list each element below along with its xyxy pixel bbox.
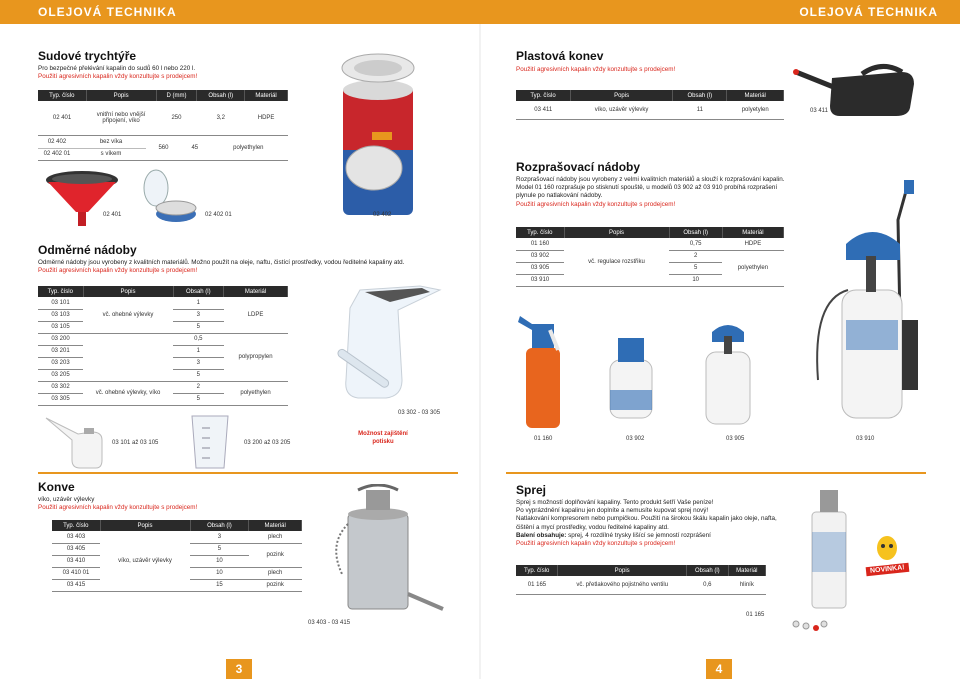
- th: Obsah (l): [686, 565, 728, 576]
- td: 0,75: [669, 238, 722, 250]
- th: Popis: [83, 286, 173, 297]
- td: 10: [190, 567, 249, 579]
- warning-line: Použití agresivních kapalin vždy konzultujte s prodejcem!: [516, 200, 676, 208]
- pack-text: sprej, 4 rozdílné trysky lišící se jemností rozprášení: [566, 531, 711, 539]
- desc-line: Rozprašovací nádoby jsou vyrobeny z velmi kvalitních materiálů a slouží k rozprašování kapalin.: [516, 176, 785, 183]
- page-number-right: 4: [706, 659, 732, 679]
- th: Typ. číslo: [38, 286, 83, 297]
- td: 3: [173, 309, 224, 321]
- th: Materiál: [722, 227, 783, 238]
- desc-line: Natlakování kompresorem nebo pumpičkou. Použití na širokou škálu kapalin jako oleje, nafta, čištění a mycí prostředky, vodou ředitelné kapaliny atd.: [516, 515, 777, 531]
- th: Materiál: [224, 286, 288, 297]
- table-row: [38, 297, 288, 309]
- td: 03 105: [38, 321, 83, 333]
- th: Popis: [571, 90, 673, 101]
- td: 03 410: [52, 555, 100, 567]
- td: 5: [669, 262, 722, 274]
- caption-0240201: 02 402 01: [205, 212, 232, 218]
- print-note: Možnost zajištění potisku: [358, 431, 408, 445]
- td: 250: [156, 101, 197, 135]
- th: Materiál: [727, 90, 784, 101]
- td: vč. ohebné výlevky, víko: [83, 381, 173, 405]
- section-title-rozprasovaci: Rozprašovací nádoby: [516, 160, 641, 174]
- table-sudove: [38, 90, 288, 136]
- table-row: [516, 101, 784, 119]
- td: 0,6: [686, 576, 728, 594]
- desc-line: Po vyprázdnění kapalinu jen doplníte a nemusíte kupovat sprej nový!: [516, 507, 709, 515]
- nozzles-image: [790, 614, 830, 634]
- td: 03 200: [38, 333, 83, 345]
- header-title-right: OLEJOVÁ TECHNIKA: [799, 5, 938, 19]
- th: Typ. číslo: [516, 227, 564, 238]
- td: polypropylen: [224, 333, 288, 381]
- caption-03411: 03 411: [810, 108, 828, 114]
- section-desc-sprej: [516, 499, 786, 548]
- td: bez víka: [76, 136, 146, 148]
- table-row: [516, 576, 766, 594]
- td: plech: [249, 531, 302, 543]
- td: 3: [173, 357, 224, 369]
- caption-03302: 03 302 - 03 305: [398, 410, 441, 416]
- funnel-lid-image: [140, 168, 200, 228]
- section-rule: [506, 472, 926, 474]
- td: 03 101: [38, 297, 83, 309]
- td: 03 910: [516, 274, 564, 286]
- td: 03 411: [516, 101, 571, 119]
- td: 03 201: [38, 345, 83, 357]
- warning-line: Použití agresivních kapalin vždy konzultujte s prodejcem!: [38, 73, 198, 81]
- td: 1: [173, 297, 224, 309]
- td: polyethylen: [722, 250, 783, 286]
- td: vč. regulace rozstřiku: [564, 238, 669, 286]
- pressure-sprayer-10l-image: [808, 180, 928, 430]
- pressure-sprayer-5l-image: [698, 322, 758, 426]
- td: 560: [146, 136, 181, 160]
- td: 03 203: [38, 357, 83, 369]
- table-header-row: [516, 227, 784, 238]
- desc-line: Pro bezpečné přelévání kapalin do sudů 60 l nebo 220 l.: [38, 65, 196, 72]
- table-row: [52, 531, 302, 543]
- th: Popis: [86, 90, 156, 101]
- section-title-odmerne: Odměrné nádoby: [38, 243, 137, 257]
- page-number-left: 3: [226, 659, 252, 679]
- section-title-konve: Konve: [38, 480, 75, 494]
- td: vnitřní nebo vnější připojení, víko: [86, 101, 156, 135]
- td-empty: [83, 333, 173, 381]
- caption-03101: 03 101 až 03 105: [112, 440, 159, 446]
- th: Obsah (l): [173, 286, 224, 297]
- td: 01 160: [516, 238, 564, 250]
- section-rule: [38, 472, 458, 474]
- td: 1: [173, 345, 224, 357]
- caption-03200: 03 200 až 03 205: [244, 440, 291, 446]
- table-odmerne: [38, 286, 288, 406]
- trigger-sprayer-image: [514, 310, 574, 430]
- caption-02402: 02 402: [373, 212, 392, 218]
- refillable-spray-can-image: [800, 482, 860, 612]
- table-sprej: [516, 565, 766, 595]
- td: 45: [181, 136, 209, 160]
- td: 3: [190, 531, 249, 543]
- th: Obsah (l): [197, 90, 245, 101]
- td: 03 103: [38, 309, 83, 321]
- td: 03 205: [38, 369, 83, 381]
- measuring-cup-image: [188, 412, 236, 472]
- page-divider: [479, 24, 481, 679]
- table-header-row: [38, 90, 288, 101]
- desc-line: [516, 532, 786, 540]
- table-header-row: [516, 90, 784, 101]
- td: 02 401: [38, 101, 86, 135]
- caption-03910: 03 910: [856, 436, 875, 442]
- th: Materiál: [249, 520, 302, 531]
- td: 02 402: [38, 136, 76, 148]
- warning-line: Použití agresivních kapalin vždy konzultujte s prodejcem!: [38, 504, 198, 512]
- td: 03 302: [38, 381, 83, 393]
- td: plech: [249, 567, 302, 579]
- table-header-row: [52, 520, 302, 531]
- section-title-sudove: Sudové trychtýře: [38, 49, 137, 63]
- td: pozink: [249, 543, 302, 567]
- section-desc-sudove: [38, 65, 338, 81]
- table-row: [38, 136, 288, 148]
- caption-01165: 01 165: [746, 612, 765, 618]
- desc-line: Model 01 160 rozprašuje po stisknutí spouště, u modelů 03 902 až 03 910 probíhá rozprašení plynule po natlakování nádoby.: [516, 184, 778, 200]
- table-row: [38, 381, 288, 393]
- td: 03 415: [52, 579, 100, 591]
- table-rozprasovaci: [516, 227, 784, 287]
- desc-line: Odměrné nádoby jsou vyrobeny z kvalitních materiálů. Možno použít na oleje, naftu, čistící prostředky, vodou ředitelné kapaliny atd.: [38, 259, 405, 266]
- th: Typ. číslo: [38, 90, 86, 101]
- th: Obsah (l): [190, 520, 249, 531]
- td: 5: [173, 393, 224, 405]
- td: 03 405: [52, 543, 100, 555]
- th: Obsah (l): [673, 90, 727, 101]
- th: Typ. číslo: [52, 520, 100, 531]
- td: 11: [673, 101, 727, 119]
- caption-03905: 03 905: [726, 436, 745, 442]
- td: víko, uzávěr výlevky: [571, 101, 673, 119]
- td: 03 410 01: [52, 567, 100, 579]
- section-desc-rozprasovaci: [516, 176, 788, 209]
- th: Popis: [100, 520, 190, 531]
- td: LDPE: [224, 297, 288, 333]
- th: Popis: [564, 227, 669, 238]
- warning-line: Použití agresivních kapalin vždy konzultujte s prodejcem!: [38, 267, 198, 275]
- table-header-row: [516, 565, 766, 576]
- td: 5: [173, 369, 224, 381]
- td: 03 902: [516, 250, 564, 262]
- td: 03 905: [516, 262, 564, 274]
- funnel-image: [42, 168, 122, 228]
- td: 3,2: [197, 101, 245, 135]
- td: HDPE: [245, 101, 288, 135]
- td: s víkem: [76, 148, 146, 160]
- th: D (mm): [156, 90, 197, 101]
- table-header-row: [38, 286, 288, 297]
- td: polyethylen: [224, 381, 288, 405]
- caption-02401: 02 401: [103, 212, 122, 218]
- td: 10: [190, 555, 249, 567]
- td: vč. ohebné výlevky: [83, 297, 173, 333]
- new-badge: NOVINKA!: [866, 563, 909, 576]
- watering-jug-image: [44, 410, 104, 470]
- table-row: [38, 101, 288, 135]
- header-title-left: OLEJOVÁ TECHNIKA: [38, 5, 177, 19]
- section-desc-konve: [38, 496, 338, 512]
- td: 5: [190, 543, 249, 555]
- pack-label: Balení obsahuje:: [516, 531, 567, 539]
- table-konve: [52, 520, 302, 592]
- desc-line: Sprej s možností doplňování kapaliny. Tento produkt šetří Vaše peníze!: [516, 499, 714, 506]
- section-title-plastova: Plastová konev: [516, 49, 604, 63]
- table-row: [516, 238, 784, 250]
- metal-can-image: [318, 484, 448, 619]
- td: 0,5: [173, 333, 224, 345]
- td: 01 165: [516, 576, 558, 594]
- section-title-sprej: Sprej: [516, 483, 547, 497]
- caption-03403: 03 403 - 03 415: [308, 620, 351, 626]
- pump-sprayer-2l-image: [604, 330, 658, 420]
- td: pozink: [249, 579, 302, 591]
- table-sudove-2: [38, 136, 288, 161]
- caption-01160: 01 160: [534, 436, 553, 442]
- th: Typ. číslo: [516, 565, 558, 576]
- td: vč. přetlakového pojistného ventilu: [558, 576, 687, 594]
- caption-03902: 03 902: [626, 436, 645, 442]
- desc-line: víko, uzávěr výlevky: [38, 496, 95, 503]
- td: polyetylen: [727, 101, 784, 119]
- th: Typ. číslo: [516, 90, 571, 101]
- td: 2: [173, 381, 224, 393]
- th: Obsah (l): [669, 227, 722, 238]
- table-plastova: [516, 90, 784, 120]
- td: polyethylen: [209, 136, 288, 160]
- td: 02 402 01: [38, 148, 76, 160]
- measuring-jug-image: [330, 280, 450, 410]
- warning-line: Použití agresivních kapalin vždy konzultujte s prodejcem!: [516, 66, 676, 73]
- td: 10: [669, 274, 722, 286]
- td: 03 403: [52, 531, 100, 543]
- td: 5: [173, 321, 224, 333]
- section-desc-odmerne: [38, 259, 438, 275]
- th: Materiál: [728, 565, 765, 576]
- td: víko, uzávěr výlevky: [100, 531, 190, 591]
- table-row: [38, 333, 288, 345]
- th: Materiál: [245, 90, 288, 101]
- warning-line: Použití agresivních kapalin vždy konzultujte s prodejcem!: [516, 540, 676, 548]
- td: 15: [190, 579, 249, 591]
- td: 2: [669, 250, 722, 262]
- header-bar: [0, 0, 960, 24]
- drum-funnel-image: [338, 50, 418, 220]
- td: hliník: [728, 576, 765, 594]
- th: Popis: [558, 565, 687, 576]
- td: 03 305: [38, 393, 83, 405]
- td: HDPE: [722, 238, 783, 250]
